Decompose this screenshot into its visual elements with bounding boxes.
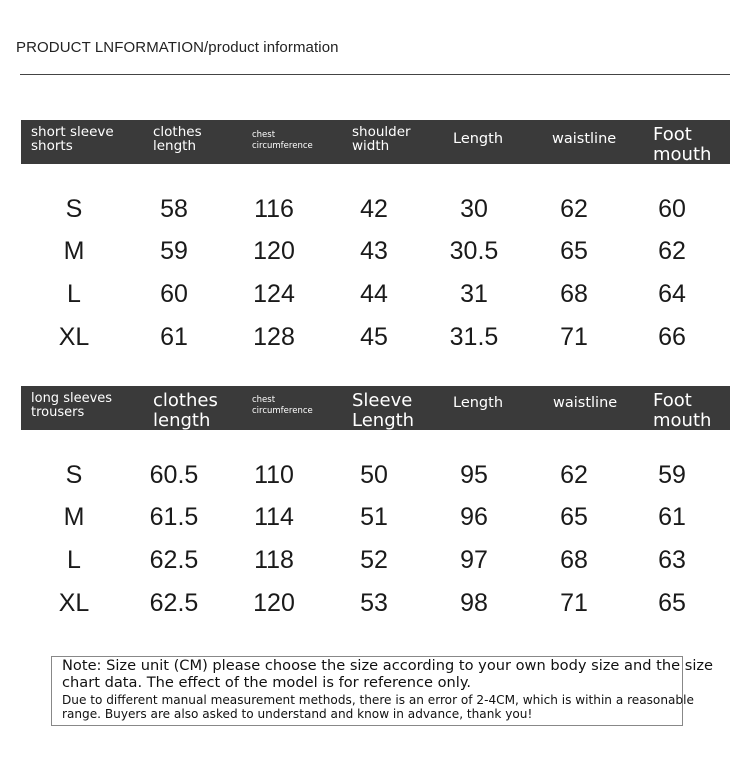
table1-header-shoulder: shoulder width bbox=[352, 124, 411, 155]
measurement-cell: 120 bbox=[253, 237, 295, 265]
measurement-cell: 68 bbox=[560, 280, 588, 308]
table1-header-foot-mouth: Foot mouth bbox=[653, 124, 712, 165]
measurement-cell: 58 bbox=[160, 195, 188, 223]
measurement-cell: 62.5 bbox=[149, 546, 199, 574]
table2-header-length: Length bbox=[453, 395, 504, 411]
table1-header-waistline: waistline bbox=[552, 131, 617, 147]
measurement-cell: 30 bbox=[460, 195, 488, 223]
measurement-cell: 62 bbox=[560, 461, 588, 489]
measurement-cell: 61.5 bbox=[149, 503, 199, 531]
size-label: L bbox=[67, 546, 81, 574]
note-box bbox=[51, 656, 714, 726]
size-label: S bbox=[65, 461, 83, 489]
size-label: S bbox=[65, 195, 83, 223]
measurement-cell: 64 bbox=[658, 280, 686, 308]
table1-header-clothes-length: clothes length bbox=[153, 124, 202, 155]
measurement-cell: 98 bbox=[460, 589, 488, 617]
measurement-cell: 65 bbox=[560, 503, 588, 531]
measurement-cell: 128 bbox=[253, 323, 295, 351]
table-row bbox=[21, 231, 730, 271]
table2-header bbox=[21, 386, 730, 430]
measurement-cell: 60 bbox=[160, 280, 188, 308]
measurement-cell: 65 bbox=[560, 237, 588, 265]
measurement-cell: 42 bbox=[360, 195, 388, 223]
size-label: M bbox=[63, 503, 85, 531]
table-row bbox=[21, 540, 730, 580]
size-label: L bbox=[67, 280, 81, 308]
table2-header-waistline: waistline bbox=[553, 395, 618, 411]
measurement-cell: 53 bbox=[360, 589, 388, 617]
note-text-main: Note: Size unit (CM) please choose the size according to your own body size and the size chart data. The effect of the model is for reference only. bbox=[62, 657, 714, 691]
table-row bbox=[21, 455, 730, 495]
measurement-cell: 114 bbox=[254, 503, 294, 531]
table-row bbox=[21, 583, 730, 623]
measurement-cell: 51 bbox=[360, 503, 388, 531]
table-row bbox=[21, 497, 730, 537]
measurement-cell: 61 bbox=[160, 323, 188, 351]
table-row bbox=[21, 189, 730, 229]
table2-header-chest: chest circumference bbox=[252, 395, 313, 416]
size-label: M bbox=[63, 237, 85, 265]
measurement-cell: 61 bbox=[658, 503, 686, 531]
measurement-cell: 45 bbox=[360, 323, 388, 351]
table2-header-clothes-length: clothes length bbox=[153, 390, 218, 431]
measurement-cell: 71 bbox=[560, 589, 588, 617]
table1-header-type: short sleeve shorts bbox=[31, 124, 114, 155]
measurement-cell: 66 bbox=[658, 323, 686, 351]
measurement-cell: 59 bbox=[160, 237, 188, 265]
size-label: XL bbox=[58, 589, 90, 617]
measurement-cell: 31 bbox=[460, 280, 488, 308]
measurement-cell: 63 bbox=[658, 546, 686, 574]
measurement-cell: 118 bbox=[254, 546, 294, 574]
measurement-cell: 68 bbox=[560, 546, 588, 574]
measurement-cell: 71 bbox=[560, 323, 588, 351]
table1-header-length: Length bbox=[453, 131, 504, 147]
measurement-cell: 60.5 bbox=[149, 461, 199, 489]
table2-header-sleeve-length: Sleeve Length bbox=[352, 390, 415, 431]
measurement-cell: 116 bbox=[254, 195, 294, 223]
measurement-cell: 95 bbox=[460, 461, 488, 489]
measurement-cell: 44 bbox=[360, 280, 388, 308]
measurement-cell: 30.5 bbox=[449, 237, 499, 265]
table1-header bbox=[21, 120, 730, 164]
table2-header-foot-mouth: Foot mouth bbox=[653, 390, 712, 431]
measurement-cell: 110 bbox=[254, 461, 294, 489]
note-text-disclaimer: Due to different manual measurement methods, there is an error of 2-4CM, which is within a reasonable range. Buyers are also asked to understand and know in advance, thank you! bbox=[62, 693, 694, 721]
measurement-cell: 97 bbox=[460, 546, 488, 574]
measurement-cell: 65 bbox=[658, 589, 686, 617]
measurement-cell: 62 bbox=[658, 237, 686, 265]
table-row bbox=[21, 274, 730, 314]
measurement-cell: 59 bbox=[658, 461, 686, 489]
size-label: XL bbox=[58, 323, 90, 351]
measurement-cell: 124 bbox=[253, 280, 295, 308]
measurement-cell: 62 bbox=[560, 195, 588, 223]
measurement-cell: 43 bbox=[360, 237, 388, 265]
page-title: PRODUCT LNFORMATION/product information bbox=[16, 39, 339, 56]
measurement-cell: 50 bbox=[360, 461, 388, 489]
measurement-cell: 31.5 bbox=[449, 323, 499, 351]
measurement-cell: 96 bbox=[460, 503, 488, 531]
measurement-cell: 62.5 bbox=[149, 589, 199, 617]
table2-header-type: long sleeves trousers bbox=[31, 391, 113, 420]
table-row bbox=[21, 317, 730, 357]
measurement-cell: 60 bbox=[658, 195, 686, 223]
measurement-cell: 52 bbox=[360, 546, 388, 574]
title-divider bbox=[20, 74, 730, 75]
measurement-cell: 120 bbox=[253, 589, 295, 617]
table1-header-chest: chest circumference bbox=[252, 130, 313, 151]
